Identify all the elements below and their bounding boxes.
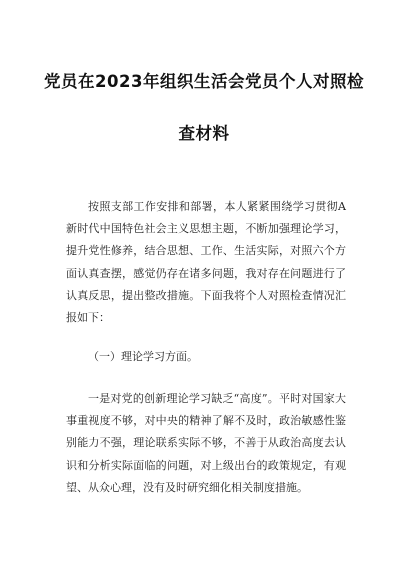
document-title-line-1: 党员在2023年组织生活会党员个人对照检 bbox=[44, 72, 364, 91]
section-heading-theory-study: （一）理论学习方面。 bbox=[88, 350, 198, 363]
theory-study-paragraph: 一是对党的创新理论学习缺乏“高度”。平时对国家大事重视度不够，对中央的精神了解不及时，政治敏感性鉴别能力不强，理论联系实际不够，不善于从政治高度去认识和分析实际面临的问题，对上级出台的政策规定，有观望、从众心理，没有及时研究细化相关制度措施。 bbox=[66, 392, 346, 494]
intro-paragraph: 按照支部工作安排和部署，本人紧紧围绕学习贯彻A新时代中国特色社会主义思想主题，不断加强理论学习，提升党性修养，结合思想、工作、生活实际，对照六个方面认真查摆，感觉仍存在诸多问题，我对存在问题进行了认真反思，提出整改措施。下面我将个人对照检查情况汇报如下： bbox=[66, 200, 346, 325]
document-title-line-2: 查材料 bbox=[178, 124, 230, 143]
